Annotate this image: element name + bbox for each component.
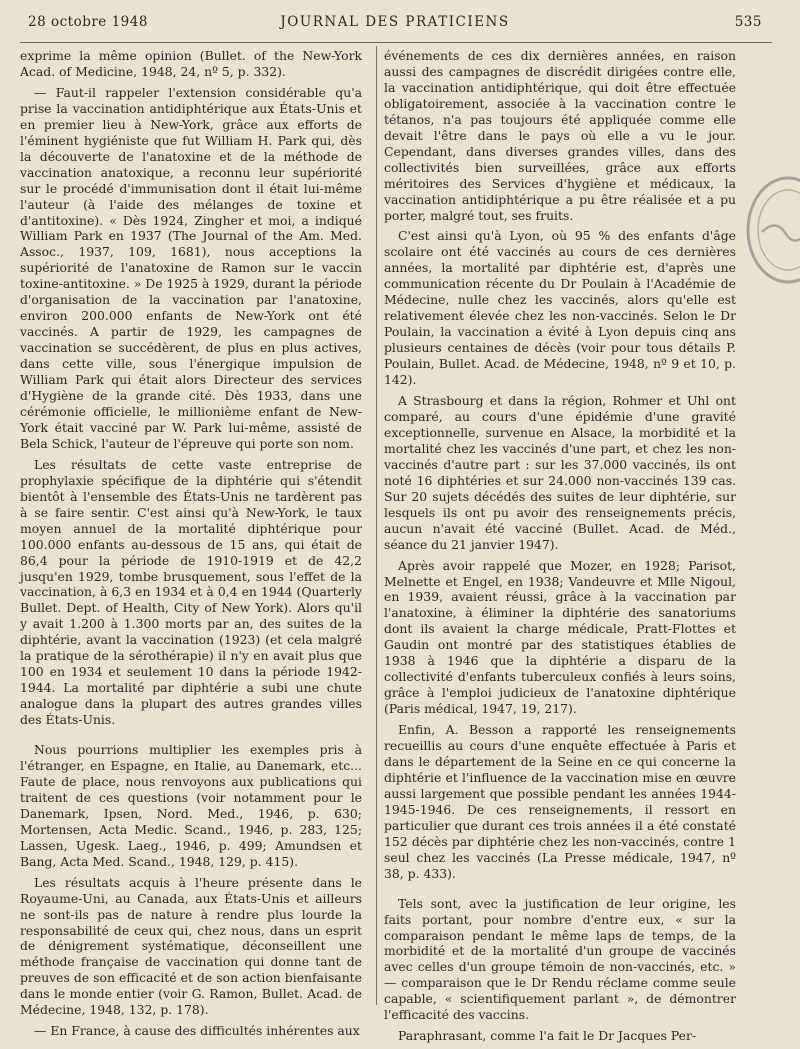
paragraph: Paraphrasant, comme l'a fait le Dr Jacques Per-	[398, 1028, 697, 1044]
header-rule	[20, 42, 772, 43]
paragraph: exprime la même opinion (Bullet. of the New-York Acad. of Medicine, 1948, 24, nº 5, p. 332).	[20, 48, 362, 79]
paragraph: Les résultats de cette vaste entreprise de prophylaxie spécifique de la diphtérie qui s'étendit bientôt à l'ensemble des États-Unis ne tardèrent pas à se faire sentir. C'est ainsi qu'à New-York, le taux moyen annuel de la mortalité diphtérique pour 100.000 enfants au-dessous de 15 ans, qui était de 86,4 pour la période de 1910-1919 et de 42,2 jusqu'en 1929, tombe brusquement, sous l'effet de la vaccination, à 6,3 en 1934 et à 0,4 en 1944 (Quarterly Bullet. Dept. of Health, City of New York). Alors qu'il y avait 1.200 à 1.300 morts par an, des suites de la diphtérie, avant la vaccination (1923) (et cela malgré la pratique de la sérothérapie) il n'y en avait plus que 100 en 1934 et seulement 10 dans la période 1942-1944. La mortalité par diphtérie a subi une chute analogue dans la plupart des autres grandes villes des États-Unis.	[20, 456, 362, 728]
paragraph: A Strasbourg et dans la région, Rohmer et Uhl ont comparé, au cours d'une épidémie d'une gravité exceptionnelle, survenue en Alsace, la morbidité et la mortalité chez les vaccinés d'une part, et chez les non-vaccinés d'autre part : sur les 37.000 vaccinés, ils ont noté 16 diphtéries et sur 24.000 non-vaccinés 139 cas. Sur 20 sujets décédés des suites de leur diphtérie, sur lesquels ils ont pu avoir des renseignements précis, aucun n'avait été vacciné (Bullet. Acad. de Méd., séance du 21 janvier 1947).	[384, 393, 736, 552]
paragraph: Enfin, A. Besson a rapporté les renseignements recueillis au cours d'une enquête effectuée à Paris et dans le département de la Seine en ce qui concerne la diphtérie et l'influence de la vaccination mise en œuvre aussi largement que possible pendant les années 1944-1945-1946. De ces renseignements, il ressort en particulier que durant ces trois années il a été constaté 152 décès par diphtérie chez les non-vaccinés, contre 1 seul chez les vaccinés (La Presse médicale, 1947, nº 38, p. 433).	[384, 722, 736, 881]
left-column	[20, 48, 362, 1044]
paragraph: Tels sont, avec la justification de leur origine, les faits portant, pour nombre d'entre eux, « sur la comparaison pendant le même laps de temps, de la morbidité et de la mortalité d'un groupe de vaccinés avec celles d'un groupe témoin de non-vaccinés, etc. » — comparaison que le Dr Rendu réclame comme seule capable, « scientifiquement parlant », de démontrer l'efficacité des vaccins.	[384, 895, 736, 1023]
library-stamp-icon	[740, 170, 800, 290]
header-date: 28 octobre 1948	[28, 14, 148, 30]
journal-title: JOURNAL DES PRATICIENS	[280, 14, 510, 30]
right-column	[384, 48, 736, 1049]
paragraph: — Faut-il rappeler l'extension considérable qu'a prise la vaccination antidiphtérique aux États-Unis et en premier lieu à New-York, grâce aux efforts de l'éminent hygiéniste que fut William H. Park qui, dès la découverte de l'anatoxine et de la méthode de vaccination anatoxique, a reconnu leur supériorité sur le procédé d'immunisation dont il était lui-même l'auteur (à l'aide des mélanges de toxine et d'antitoxine). « Dès 1924, Zingher et moi, a indiqué William Park en 1937 (The Journal of the Am. Med. Assoc., 1937, 109, 1681), nous acceptions la supériorité de l'anatoxine de Ramon sur le vaccin toxine-antitoxine. » De 1925 à 1929, durant la période d'organisation de la vaccination par l'anatoxine, environ 200.000 enfants de New-York ont été vaccinés. A partir de 1929, les campagnes de vaccination se succédèrent, de plus en plus actives, dans cette ville, sous l'énergique impulsion de William Park qui était alors Directeur des services d'Hygiène de la grande cité. Dès 1933, dans une cérémonie officielle, le millionième enfant de New-York était vacciné par W. Park lui-même, assisté de Bela Schick, l'auteur de l'épreuve qui porte son nom.	[20, 84, 362, 451]
paragraph: Après avoir rappelé que Mozer, en 1928; Parisot, Melnette et Engel, en 1938; Vandeuvre et Mlle Nigoul, en 1939, avaient réussi, grâce à la vaccination par l'anatoxine, à éliminer la diphtérie des sanatoriums dont ils avaient la charge médicale, Pratt-Flottes et Gaudin ont montré par des statistiques établies de 1938 à 1946 que la diphtérie a disparu de la collectivité d'enfants tuberculeux confiés à leurs soins, grâce à l'emploi judicieux de l'anatoxine diphtérique (Paris médical, 1947, 19, 217).	[384, 557, 736, 717]
paragraph: événements de ces dix dernières années, en raison aussi des campagnes de discrédit dirigées contre elle, la vaccination antidiphtérique, qui doit être effectuée obligatoirement, associée à la vaccination contre le tétanos, n'a pas toujours été appliquée comme elle devait l'être dans le pays où elle a vu le jour. Cependant, dans diverses grandes villes, dans des collectivités bien surveillées, grâce aux efforts méritoires des Services d'hygiène et médicaux, la vaccination antidiphtérique a pu être réalisée et a pu porter, malgré tout, ses fruits.	[384, 48, 736, 223]
running-header	[28, 12, 762, 34]
page-number: 535	[734, 14, 762, 30]
paragraph: — En France, à cause des difficultés inhérentes aux	[34, 1023, 360, 1039]
column-divider	[376, 46, 377, 1005]
paragraph: Nous pourrions multiplier les exemples pris à l'étranger, en Espagne, en Italie, au Danemark, etc... Faute de place, nous renvoyons aux publications qui traitent de ces questions (voir notamment pour le Danemark, Ipsen, Nord. Med., 1946, p. 630; Mortensen, Acta Medic. Scand., 1946, p. 283, 125; Lassen, Ugesk. Laeg., 1946, p. 499; Amundsen et Bang, Acta Med. Scand., 1948, 129, p. 415).	[20, 742, 362, 869]
paragraph: Les résultats acquis à l'heure présente dans le Royaume-Uni, au Canada, aux États-Unis et ailleurs ne sont-ils pas de nature à rendre plus lourde la responsabilité de ceux qui, chez nous, dans un esprit de dénigrement systématique, déconseillent une méthode française de vaccination qui donne tant de preuves de son efficacité et de son action bienfaisante dans le monde entier (voir G. Ramon, Bullet. Acad. de Médecine, 1948, 132, p. 178).	[20, 874, 362, 1018]
paragraph: C'est ainsi qu'à Lyon, où 95 % des enfants d'âge scolaire ont été vaccinés au cours de ces dernières années, la mortalité par diphtérie est, d'après une communication récente du Dr Poulain à l'Académie de Médecine, nulle chez les vaccinés, alors qu'elle est relativement élevée chez les non-vaccinés. Selon le Dr Poulain, la vaccination a évité à Lyon depuis cinq ans plusieurs centaines de décès (voir pour tous détails P. Poulain, Bullet. Acad. de Médecine, 1948, nº 9 et 10, p. 142).	[384, 228, 736, 388]
